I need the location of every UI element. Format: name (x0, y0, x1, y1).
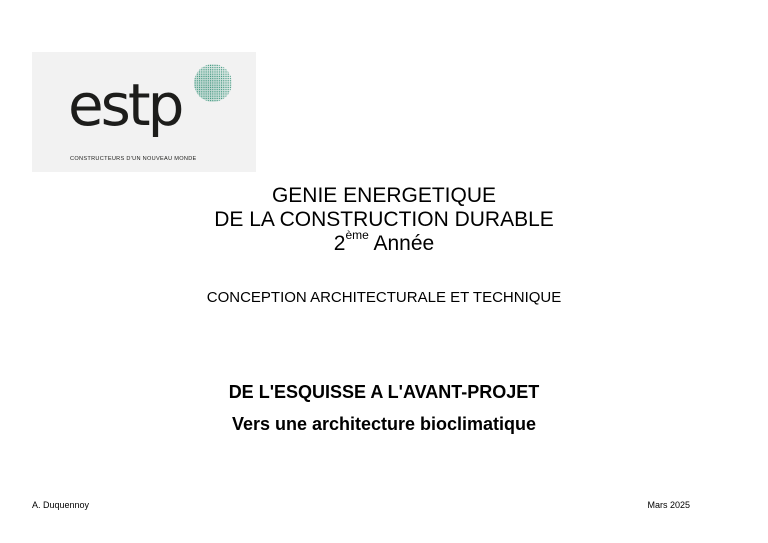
title-line-1: GENIE ENERGETIQUE (271, 184, 497, 207)
globe-dots-icon (192, 62, 234, 104)
title-line-2: DE LA CONSTRUCTION DURABLE (214, 208, 554, 231)
year-word: Année (373, 232, 435, 255)
title-year (0, 228, 768, 256)
year-number: 2 (333, 232, 346, 255)
logo-tagline: CONSTRUCTEURS D'UN NOUVEAU MONDE (70, 156, 197, 162)
main-heading: DE L'ESQUISSE A L'AVANT-PROJET (228, 382, 540, 402)
estp-logo (32, 52, 256, 172)
main-subheading: Vers une architecture bioclimatique (231, 414, 537, 434)
document-title (0, 376, 768, 440)
footer-author: A. Duquennoy (32, 500, 90, 510)
logo-wordmark: estp (68, 71, 182, 139)
course-subject: CONCEPTION ARCHITECTURALE ET TECHNIQUE (206, 289, 562, 306)
program-title (0, 184, 768, 256)
year-suffix: ème (345, 228, 369, 242)
footer-date: Mars 2025 (647, 500, 690, 510)
